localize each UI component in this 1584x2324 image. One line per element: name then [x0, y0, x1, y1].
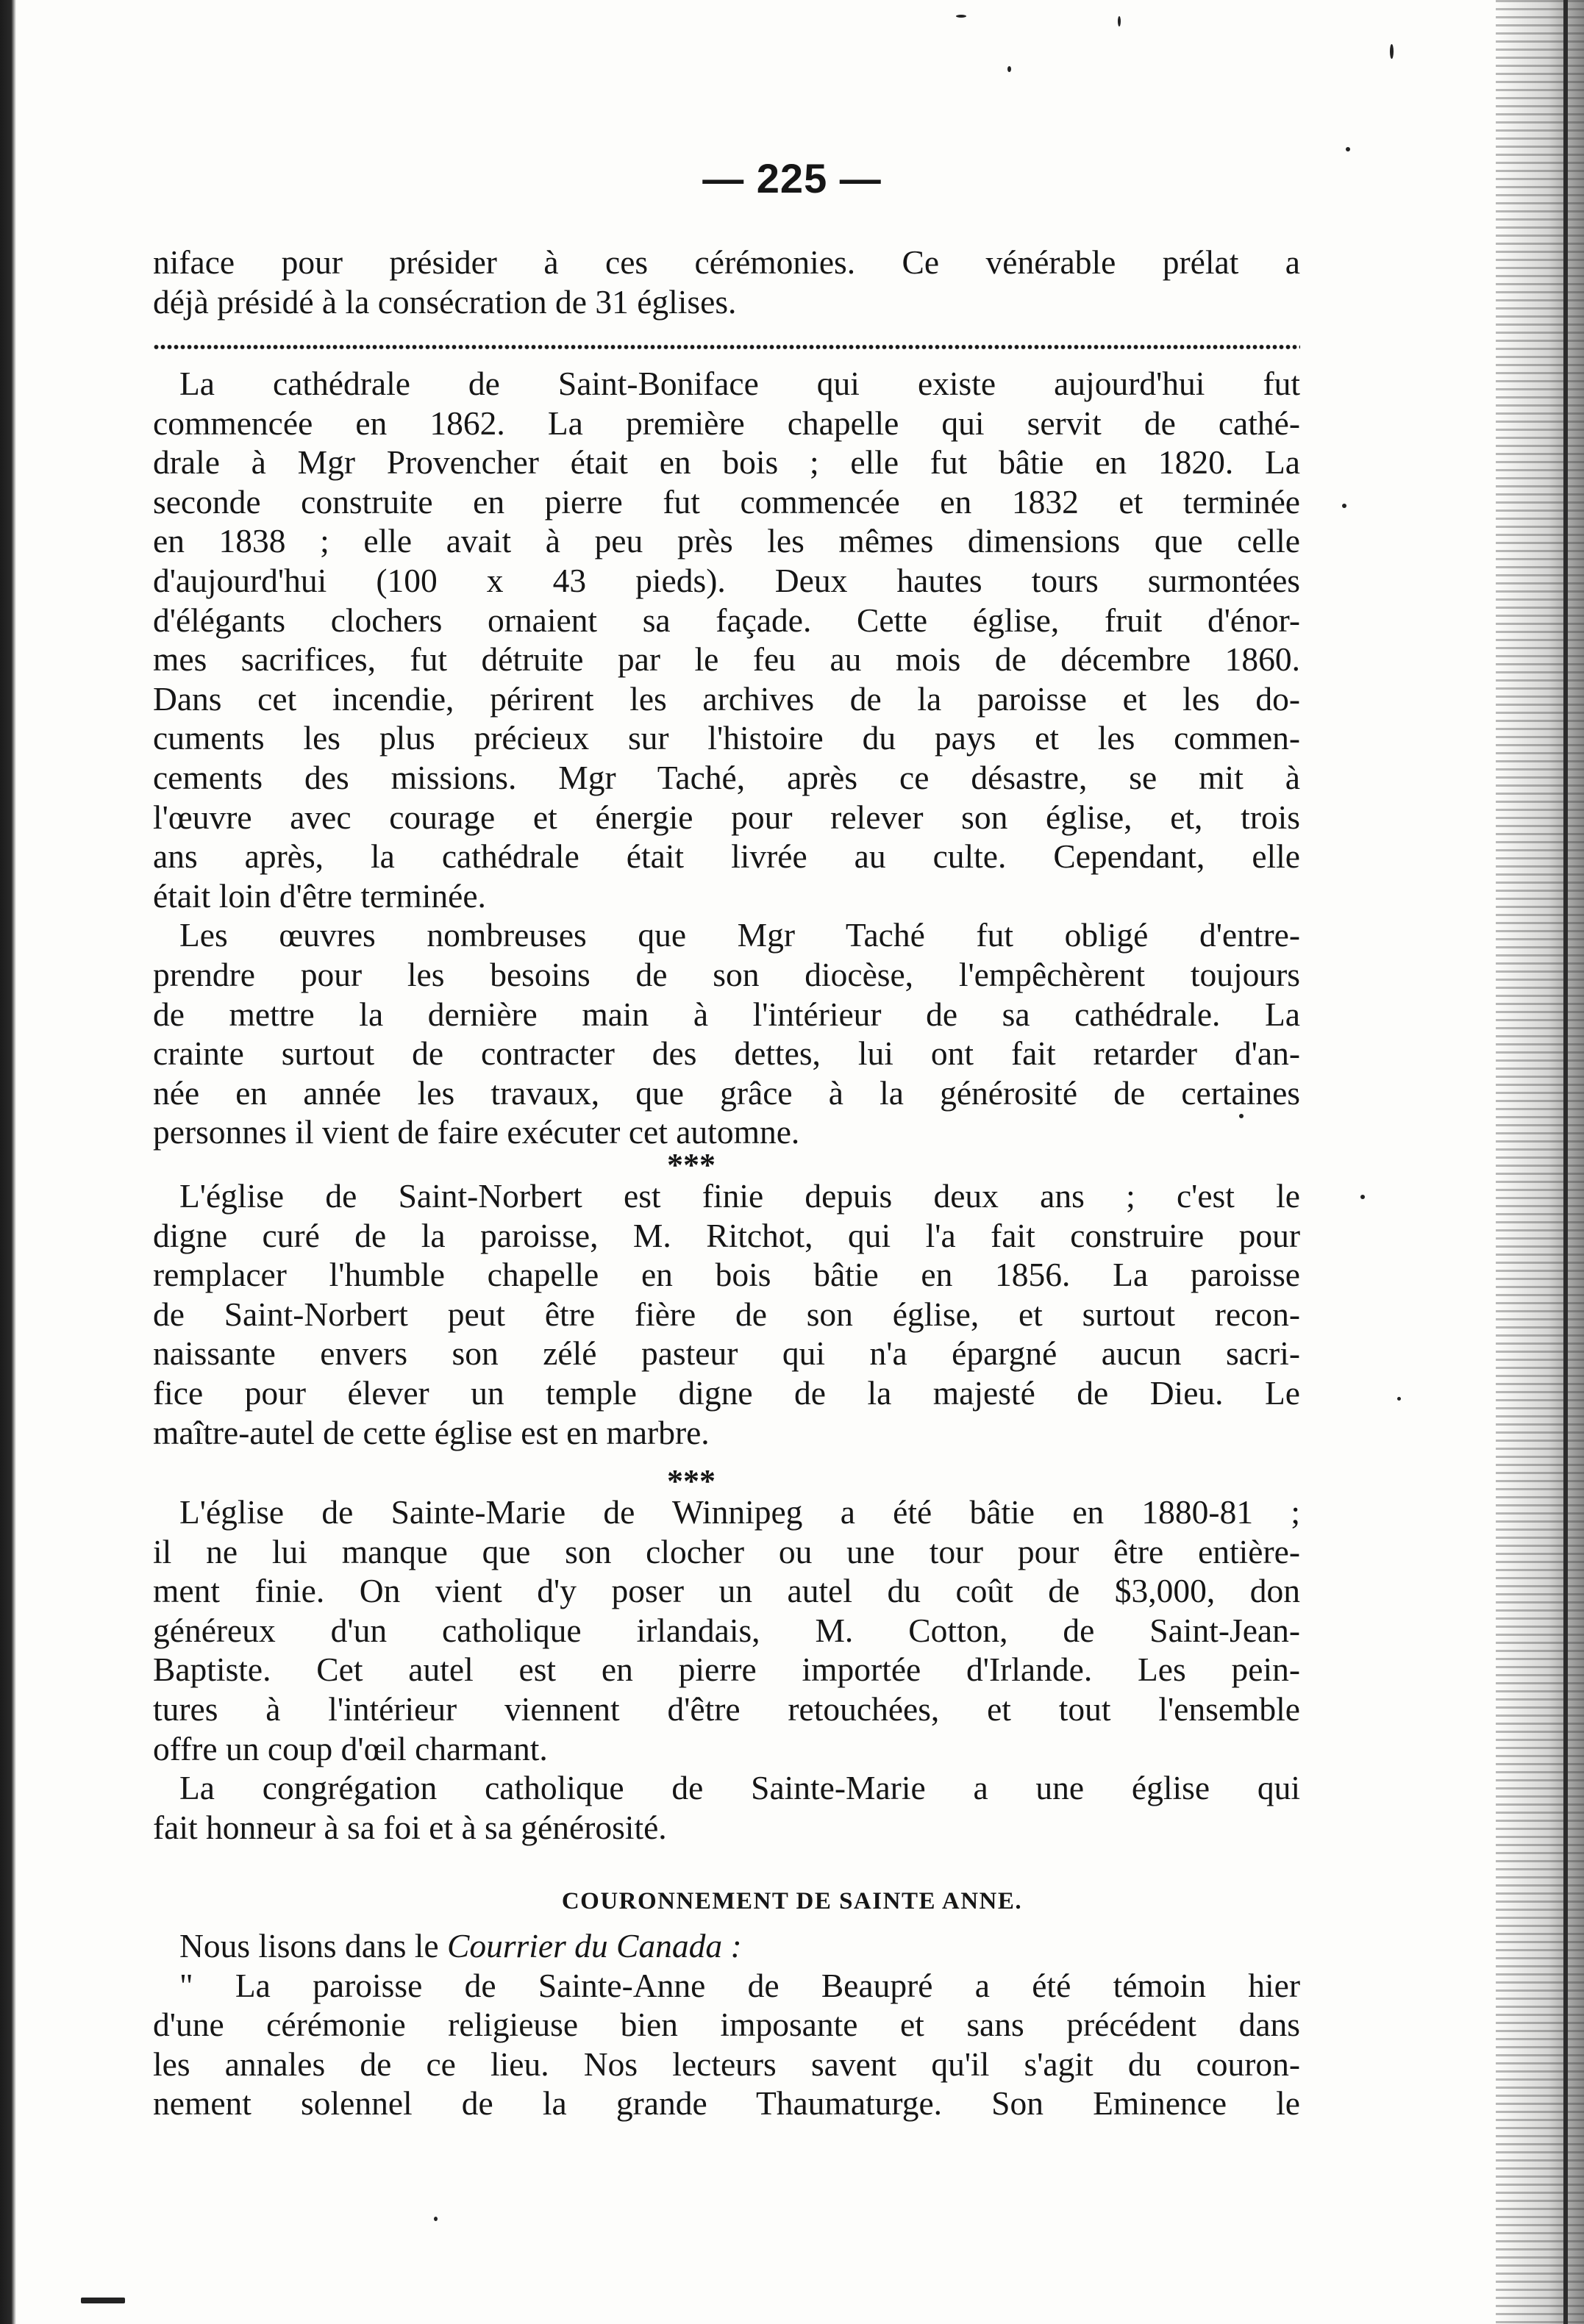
- text-line: maître-autel de cette église est en marbre.: [153, 1413, 710, 1451]
- text-line: [153, 1926, 1300, 1966]
- courrier-paragraph: [153, 1926, 1300, 2123]
- intro-paragraph: [153, 243, 1300, 321]
- scan-speck: [1342, 504, 1346, 508]
- text-line: drale à Mgr Provencher était en bois ; elle fut bâtie en 1820. La: [153, 443, 1300, 482]
- text-line: cements des missions. Mgr Taché, après ce désastre, se mit à: [153, 758, 1300, 796]
- text-line: d'une cérémonie religieuse bien imposante et sans précédent dans: [153, 2006, 1300, 2044]
- text-line: L'église de Saint-Norbert est finie depuis deux ans ; c'est le: [179, 1177, 1300, 1215]
- text-line: d'aujourd'hui (100 x 43 pieds). Deux hautes tours surmontées: [153, 561, 1300, 599]
- text-line: généreux d'un catholique irlandais, M. Cotton, de Saint-Jean-: [153, 1611, 1300, 1649]
- section-asterism: ***: [667, 1463, 716, 1499]
- text-line: offre un coup d'œil charmant.: [153, 1729, 548, 1767]
- ellipsis-rule: [153, 343, 1300, 351]
- text-line: ment finie. On vient d'y poser un autel du coût de $3,000, don: [153, 1572, 1300, 1610]
- text-line: niface pour présider à ces cérémonies. Ce vénérable prélat a: [153, 243, 1300, 281]
- scan-speck: [1397, 1397, 1401, 1401]
- text-line: L'église de Sainte-Marie de Winnipeg a été bâtie en 1880-81 ;: [179, 1493, 1300, 1531]
- scan-right-line: [1563, 0, 1568, 2324]
- text-line: nement solennel de la grande Thaumaturge. Son Eminence le: [153, 2084, 1300, 2123]
- text-line: il ne lui manque que son clocher ou une tour pour être entière-: [153, 1532, 1300, 1570]
- text-line: de mettre la dernière main à l'intérieur de sa cathédrale. La: [153, 995, 1300, 1033]
- cathedral-paragraphs: [153, 364, 1300, 1152]
- text-line: crainte surtout de contracter des dettes, lui ont fait retarder d'an-: [153, 1034, 1300, 1073]
- sainte-marie-paragraphs: [153, 1492, 1300, 1847]
- text-line: fice pour élever un temple digne de la majesté de Dieu. Le: [153, 1373, 1300, 1412]
- text-line: Dans cet incendie, périrent les archives de la paroisse et les do-: [153, 679, 1300, 718]
- text-line: née en année les travaux, que grâce à la générosité de certaines: [153, 1073, 1300, 1112]
- text-line: de Saint-Norbert peut être fière de son église, et surtout recon-: [153, 1295, 1300, 1333]
- text-line: mes sacrifices, fut détruite par le feu au mois de décembre 1860.: [153, 640, 1300, 679]
- section-asterism: ***: [667, 1147, 716, 1183]
- text-line: ans après, la cathédrale était livrée au culte. Cependant, elle: [153, 837, 1300, 876]
- scan-speck: [1346, 147, 1350, 151]
- page-number: — 225 —: [702, 155, 882, 201]
- scan-speck: [1007, 66, 1011, 72]
- scan-left-edge: [0, 0, 16, 2324]
- scan-speck: [1390, 44, 1394, 59]
- text-line: Les œuvres nombreuses que Mgr Taché fut obligé d'entre-: [179, 916, 1300, 954]
- section-heading: COURONNEMENT DE SAINTE ANNE.: [561, 1888, 1023, 1914]
- scan-speck: [956, 15, 966, 18]
- saint-norbert-paragraph: [153, 1176, 1300, 1452]
- text-line: fait honneur à sa foi et à sa générosité.: [153, 1808, 667, 1846]
- scan-speck: [1118, 16, 1121, 26]
- scan-speck: [81, 2298, 125, 2303]
- text-line: tures à l'intérieur viennent d'être retouchées, et tout l'ensemble: [153, 1690, 1300, 1728]
- newspaper-title: Courrier du Canada :: [447, 1927, 742, 1964]
- text-line: " La paroisse de Sainte-Anne de Beaupré a été témoin hier: [179, 1966, 1300, 2004]
- text-line: déjà présidé à la consécration de 31 églises.: [153, 282, 737, 321]
- courrier-intro-text: Nous lisons dans le: [179, 1927, 447, 1964]
- text-line: personnes il vient de faire exécuter cet automne.: [153, 1113, 800, 1151]
- text-line: prendre pour les besoins de son diocèse, l'empêchèrent toujours: [153, 955, 1300, 993]
- text-line: naissante envers son zélé pasteur qui n'a épargné aucun sacri-: [153, 1334, 1300, 1373]
- text-line: seconde construite en pierre fut commencée en 1832 et terminée: [153, 482, 1300, 521]
- text-line: digne curé de la paroisse, M. Ritchot, qui l'a fait construire pour: [153, 1216, 1300, 1254]
- text-line: l'œuvre avec courage et énergie pour relever son église, et, trois: [153, 798, 1300, 836]
- text-line: La congrégation catholique de Sainte-Marie a une église qui: [179, 1769, 1300, 1807]
- text-line: commencée en 1862. La première chapelle qui servit de cathé-: [153, 404, 1300, 442]
- scan-right-edge: [1496, 0, 1584, 2324]
- text-line: était loin d'être terminée.: [153, 876, 486, 915]
- text-line: cuments les plus précieux sur l'histoire du pays et les commen-: [153, 719, 1300, 757]
- text-line: La cathédrale de Saint-Boniface qui existe aujourd'hui fut: [179, 365, 1300, 402]
- scan-speck: [434, 2217, 438, 2221]
- text-line: les annales de ce lieu. Nos lecteurs savent qu'il s'agit du couron-: [153, 2045, 1300, 2083]
- text-line: d'élégants clochers ornaient sa façade. Cette église, fruit d'énor-: [153, 601, 1300, 639]
- text-line: remplacer l'humble chapelle en bois bâtie en 1856. La paroisse: [153, 1256, 1300, 1294]
- scan-speck: [1360, 1195, 1365, 1199]
- text-line: Baptiste. Cet autel est en pierre importée d'Irlande. Les pein-: [153, 1651, 1300, 1689]
- text-line: en 1838 ; elle avait à peu près les mêmes dimensions que celle: [153, 522, 1300, 560]
